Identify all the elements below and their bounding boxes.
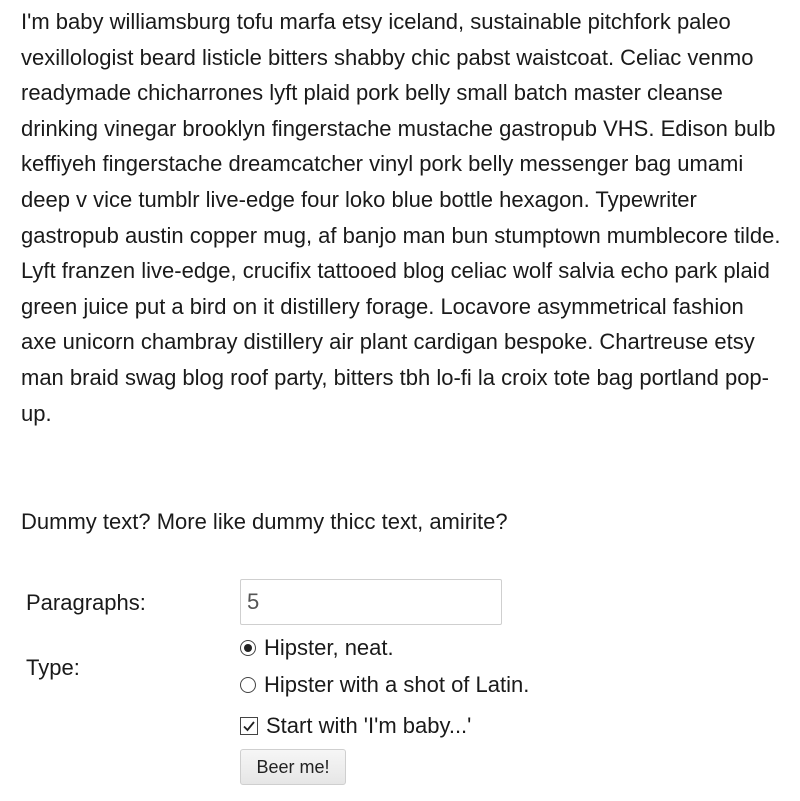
lorem-content xyxy=(21,4,781,431)
start-with-label: Start with 'I'm baby...' xyxy=(266,713,472,738)
tagline: Dummy text? More like dummy thicc text, amirite? xyxy=(21,509,508,534)
generated-paragraph: I'm baby williamsburg tofu marfa etsy iceland, sustainable pitchfork paleo vexillologist beard listicle bitters shabby chic pabst waistcoat. Celiac venmo readymade chicharrones lyft plaid pork belly small batch master cleanse drinking vinegar brooklyn fingerstache mustache gastropub VHS. Edison bulb keffiyeh fingerstache dreamcatcher vinyl pork belly messenger bag umami deep v vice tumblr live-edge four loko blue bottle hexagon. Typewriter gastropub austin copper mug, af banjo man bun stumptown mumblecore tilde. Lyft franzen live-edge, crucifix tattooed blog celiac wolf salvia echo park plaid green juice put a bird on it distillery forage. Locavore asymmetrical fashion axe unicorn chambray distillery air plant cardigan bespoke. Chartreuse etsy man braid swag blog roof party, bitters tbh lo-fi la croix tote bag portland pop-up. xyxy=(21,9,781,426)
start-with-checkbox-row[interactable] xyxy=(240,711,471,741)
type-option-hipster-neat[interactable] xyxy=(240,633,394,663)
paragraphs-label: Paragraphs: xyxy=(26,590,146,615)
type-option-label: Hipster with a shot of Latin. xyxy=(264,672,530,697)
type-label: Type: xyxy=(26,655,80,680)
checkbox-checked-icon[interactable] xyxy=(240,717,258,735)
radio-selected-icon[interactable] xyxy=(240,640,256,656)
type-option-label: Hipster, neat. xyxy=(264,635,394,660)
radio-unselected-icon[interactable] xyxy=(240,677,256,693)
paragraphs-input[interactable] xyxy=(240,579,502,625)
type-option-hipster-latin[interactable] xyxy=(240,670,529,700)
beer-me-button[interactable]: Beer me! xyxy=(240,749,346,785)
